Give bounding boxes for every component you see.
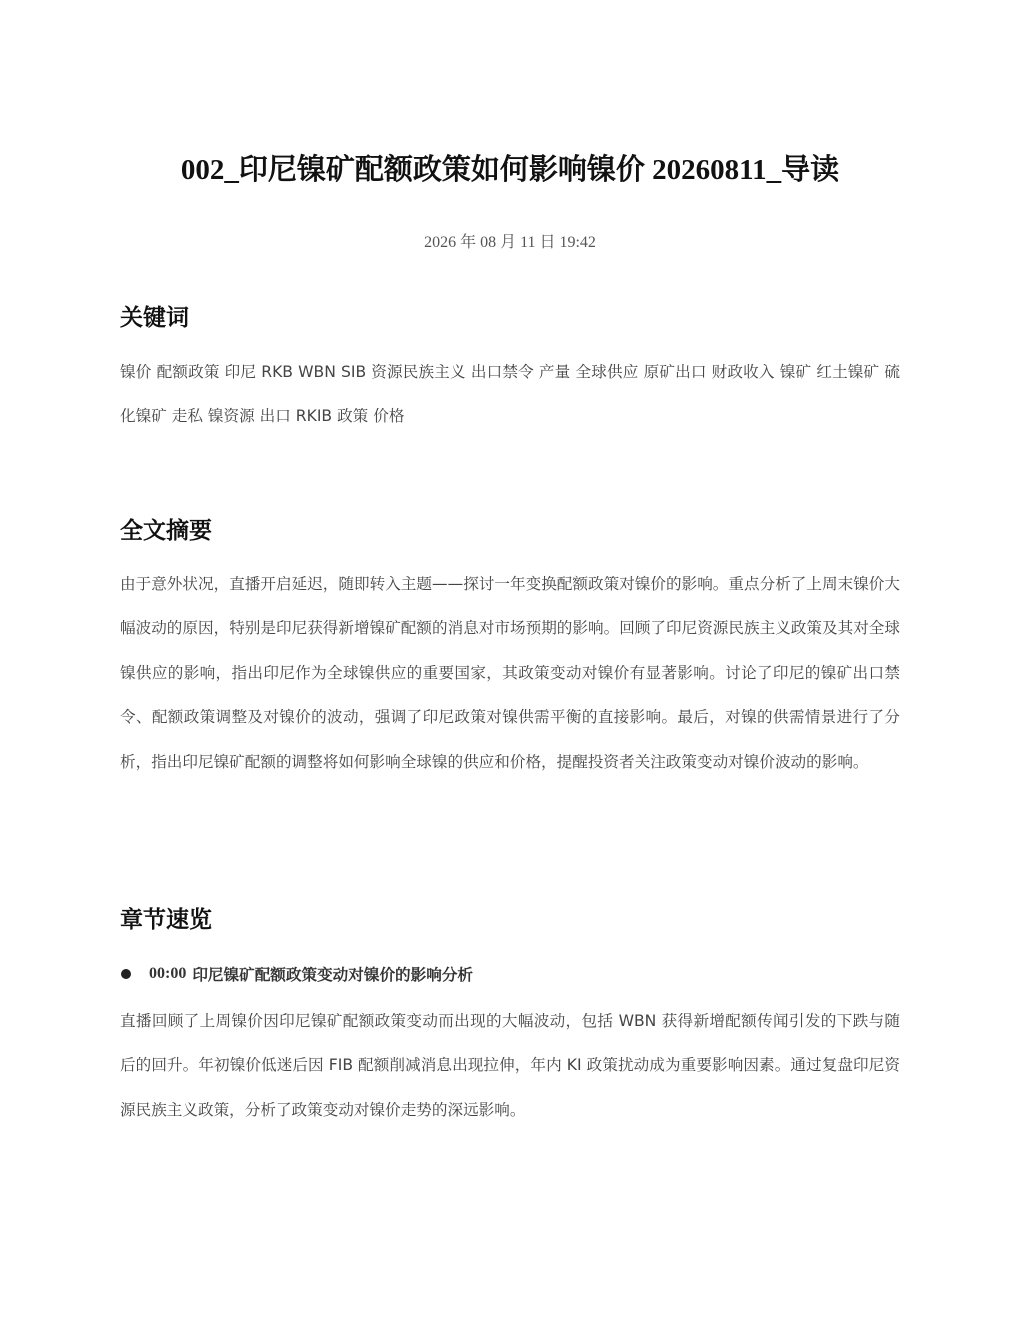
document-title: 002_印尼镍矿配额政策如何影响镍价 20260811_导读: [180, 154, 840, 186]
keywords-text: 镍价 配额政策 印尼 RKB WBN SIB 资源民族主义 出口禁令 产量 全球供应 原矿出口 财政收入 镍矿 红土镍矿 硫化镍矿 走私 镍资源 出口 RKIB 政策 价格: [120, 363, 900, 426]
bullet-icon: [121, 969, 131, 979]
chapter-item: [120, 958, 900, 990]
document-date: 2026 年 08 月 11 日 19:42: [424, 234, 596, 251]
keywords-heading: 关键词: [120, 305, 189, 331]
chapter-text: 直播回顾了上周镍价因印尼镍矿配额政策变动而出现的大幅波动，包括 WBN 获得新增配额传闻引发的下跌与随后的回升。年初镍价低迷后因 FIB 配额削减消息出现拉伸，年内 KI 政策扰动成为重要影响因素。通过复盘印尼资源民族主义政策，分析了政策变动对镍价走势的深远影响。: [120, 1012, 900, 1119]
chapters-heading: 章节速览: [120, 907, 212, 933]
summary-heading: 全文摘要: [120, 518, 212, 544]
chapter-time: 00:00: [149, 965, 187, 982]
chapter-title: 印尼镍矿配额政策变动对镍价的影响分析: [192, 966, 474, 984]
summary-text: 由于意外状况，直播开启延迟，随即转入主题——探讨一年变换配额政策对镍价的影响。重点分析了上周末镍价大幅波动的原因，特别是印尼获得新增镍矿配额的消息对市场预期的影响。回顾了印尼资源民族主义政策及其对全球镍供应的影响，指出印尼作为全球镍供应的重要国家，其政策变动对镍价有显著影响。讨论了印尼的镍矿出口禁令、配额政策调整及对镍价的波动，强调了印尼政策对镍供需平衡的直接影响。最后，对镍的供需情景进行了分析，指出印尼镍矿配额的调整将如何影响全球镍的供应和价格，提醒投资者关注政策变动对镍价波动的影响。: [120, 575, 900, 771]
